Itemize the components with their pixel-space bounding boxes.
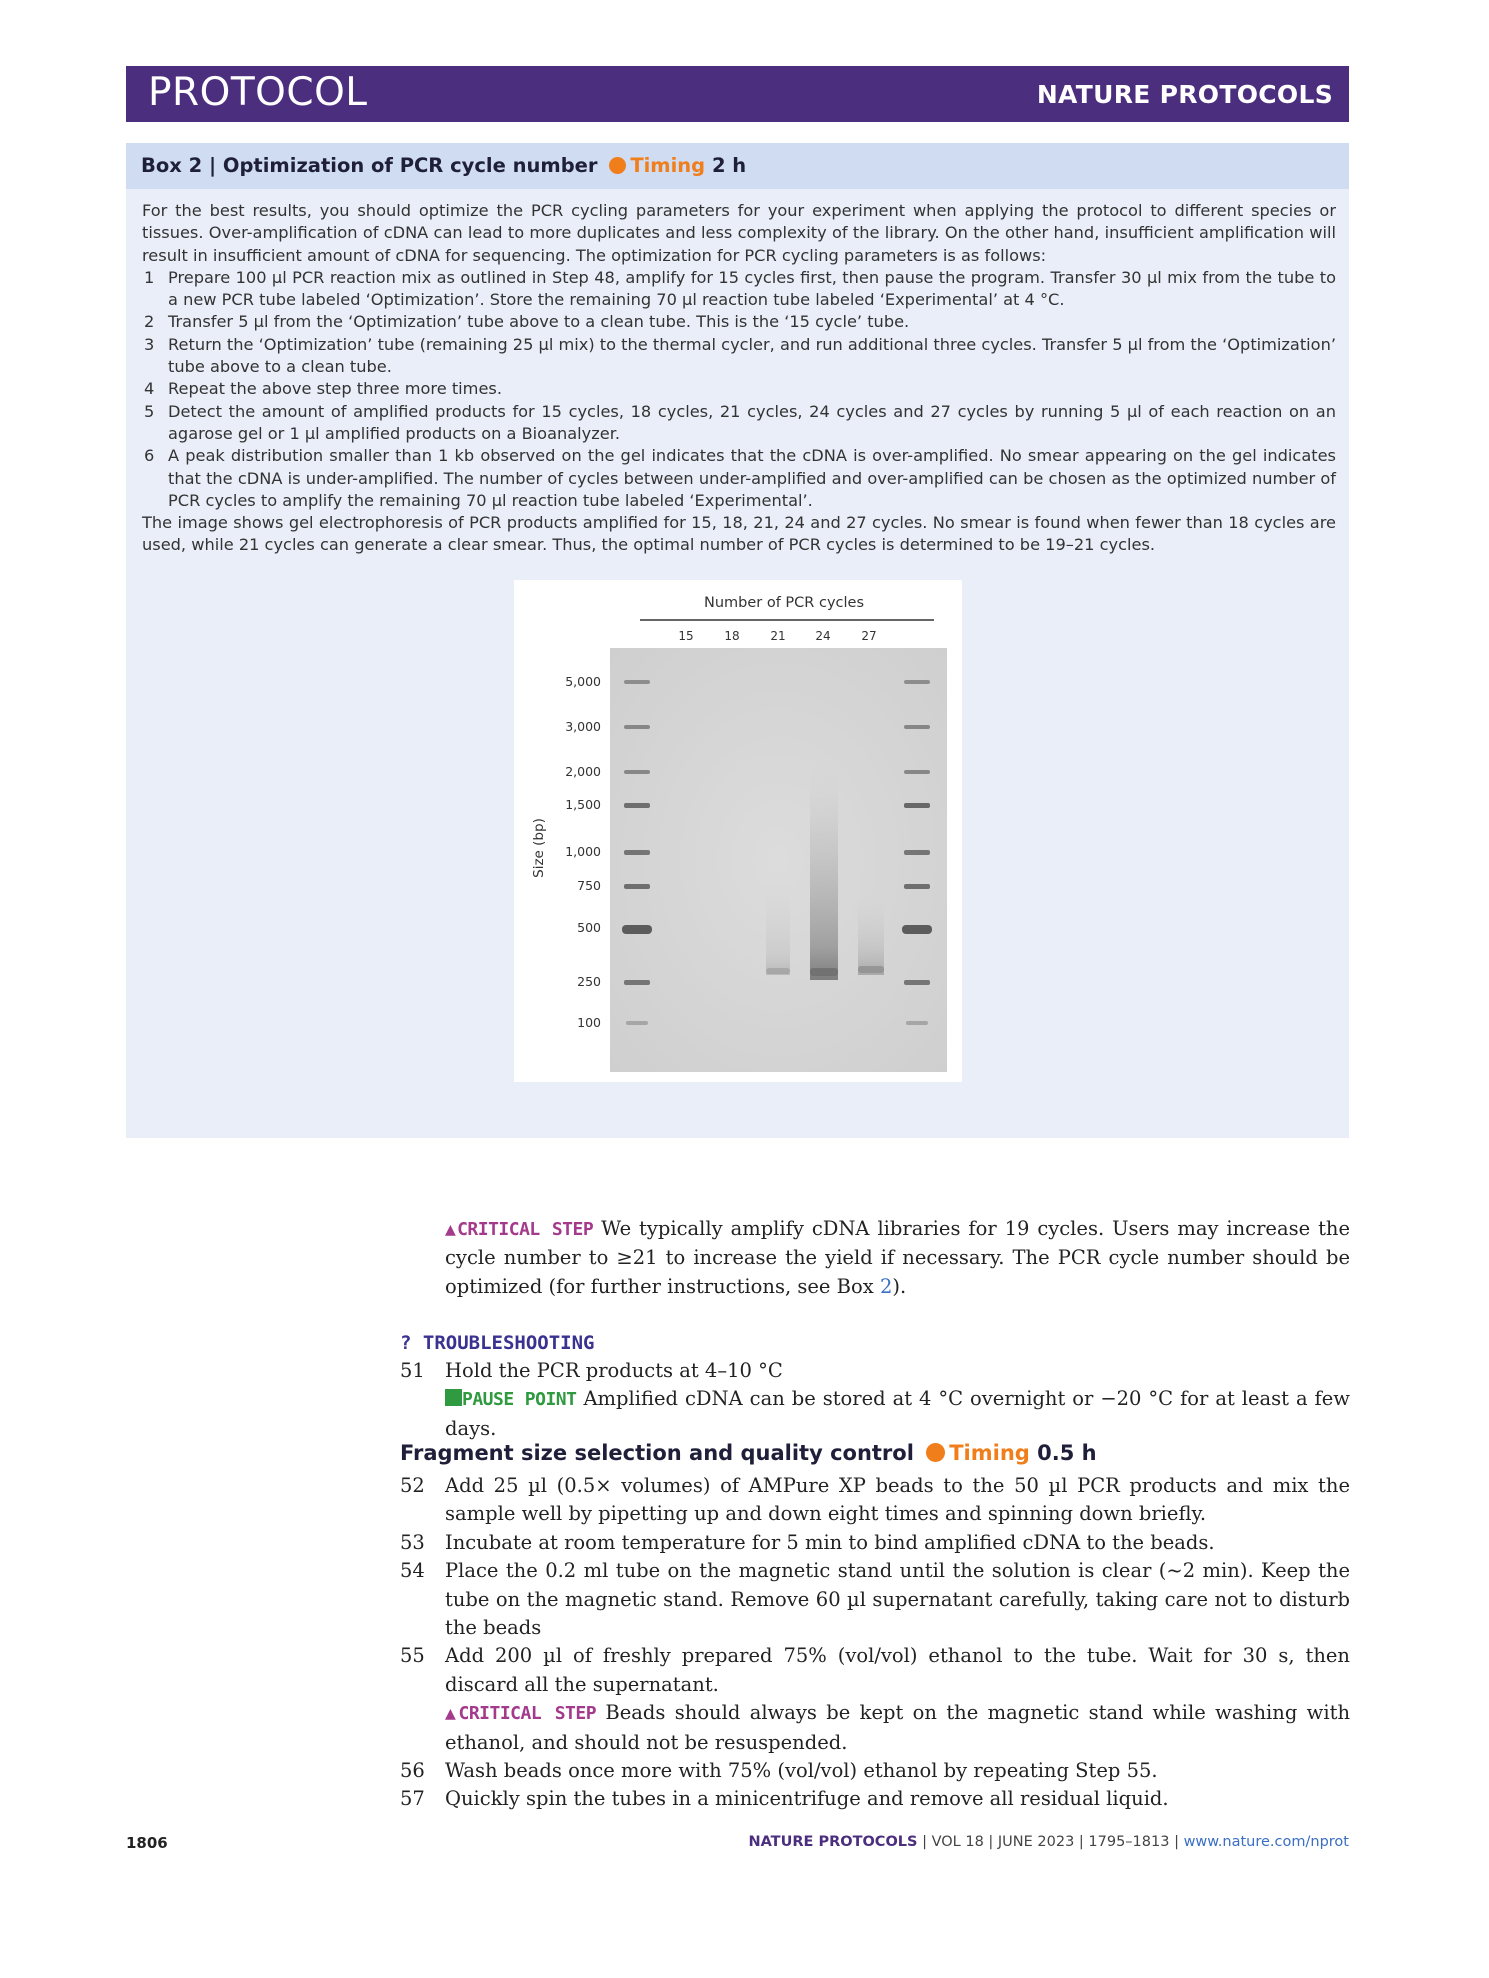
step-51-block [400,1357,1350,1443]
critical-step-label: ▲CRITICAL STEP [445,1703,597,1725]
ladder-size-label: 250 [577,974,601,989]
pause-point-text: Amplified cDNA can be stored at 4 °C overnight or −20 °C for at least a few days. [445,1387,1350,1440]
lane-label: 18 [724,629,740,643]
lane-27-smear [858,890,884,975]
ladder-band [626,1021,648,1025]
ladder-size-label: 100 [577,1015,601,1030]
ladder-size-label: 3,000 [565,719,601,734]
ladder-band [906,1021,928,1025]
lane-label: 27 [861,629,877,643]
gel-background [610,648,947,1072]
box-outro: The image shows gel electrophoresis of PCR products amplified for 15, 18, 21, 24 and 27 cycles. No smear is found when fewer than 18 cycles are used, while 21 cycles can generate a clear smear. Thus, the optimal number of PCR cycles is determined to be 19–21 cycles. [142,513,1336,555]
timing-dot-icon [609,157,626,174]
box-step [142,401,1336,446]
step-text: Hold the PCR products at 4–10 °C [445,1359,783,1382]
protocol-step [400,1357,1350,1385]
lane-24-smear [810,760,838,980]
critical-step-1 [400,1215,1350,1301]
ladder-band [624,884,650,889]
protocol-step [400,1757,1350,1785]
timing-dot-icon [926,1443,945,1462]
step-text: Place the 0.2 ml tube on the magnetic stand until the solution is clear (~2 min). Keep the tube on the magnetic stand. Remove 60 µl supernatant carefully, taking care not to disturb the beads [445,1559,1350,1640]
ladder-band [904,803,930,808]
ladder-band [624,850,650,855]
step-number: 56 [400,1759,425,1783]
box-intro: For the best results, you should optimize the PCR cycling parameters for your experiment when applying the protocol to different species or tissues. Over-amplification of cDNA can lead to more duplicates and less complexity of the library. On the other hand, insufficient amplification will result in insufficient amount of cDNA for sequencing. The optimization for PCR cycling parameters is as follows: [142,201,1336,265]
ladder-size-label: 1,000 [565,844,601,859]
page-number: 1806 [126,1834,168,1852]
lane-label: 21 [770,629,786,643]
box-step-text: Return the ‘Optimization’ tube (remaining 25 µl mix) to the thermal cycler, and run additional three cycles. Transfer 5 µl from the ‘Optimization’ tube above to a clean tube. [168,334,1336,377]
step-text: Add 25 µl (0.5× volumes) of AMPure XP beads to the 50 µl PCR products and mix the sample well by pipetting up and down eight times and spinning down briefly. [445,1474,1350,1526]
box-step [142,378,1336,400]
box-step [142,445,1336,512]
box-step-text: Transfer 5 µl from the ‘Optimization’ tube above to a clean tube. This is the ‘15 cycle’ tube. [168,312,910,332]
ladder-band [904,884,930,889]
critical-step-text: We typically amplify cDNA libraries for 19 cycles. Users may increase the cycle number to ≥21 to increase the yield if necessary. The PCR cycle number should be optimized (for further instructions, see Box [445,1217,1351,1298]
section-title: Fragment size selection and quality control [400,1441,914,1465]
footer-brand: NATURE PROTOCOLS [748,1834,918,1850]
footer-volume: | VOL 18 | JUNE 2023 | 1795–1813 | [917,1834,1184,1850]
ladder-band [902,925,932,934]
box-step-text: Detect the amount of amplified products for 15 cycles, 18 cycles, 21 cycles, 24 cycles and 27 cycles by running 5 µl of each reaction on an agarose gel or 1 µl amplified products on a Bioanalyzer. [168,401,1336,443]
box-timing-value: 2 h [711,154,747,177]
gel-y-axis-label: Size (bp) [531,818,547,878]
critical-step-2 [400,1699,1350,1757]
ladder-band [904,725,930,729]
box-step-number: 5 [144,401,155,421]
header-protocol-label: PROTOCOL [148,70,368,115]
lane-21-band [766,968,790,974]
ladder-band [904,680,930,684]
ladder-band [904,850,930,855]
box-step-text: Prepare 100 µl PCR reaction mix as outlined in Step 48, amplify for 15 cycles first, then pause the program. Transfer 30 µl mix from the tube to a new PCR tube labeled ‘Optimization’. Store the remaining 70 µl reaction tube labeled ‘Experimental’ at 4 °C. [168,267,1336,310]
box-step [142,311,1336,333]
lane-label: 15 [678,629,694,643]
section-heading [400,1441,1097,1465]
troubleshooting-heading[interactable]: ? TROUBLESHOOTING [400,1332,595,1354]
ladder-band [904,770,930,774]
box-2-link[interactable]: 2 [879,1274,893,1298]
ladder-size-label: 500 [577,920,601,935]
step-number: 53 [400,1530,425,1554]
box-step-number: 6 [144,446,155,466]
box-step-text: Repeat the above step three more times. [168,379,502,399]
pause-square-icon [445,1389,462,1406]
ladder-band [622,925,652,934]
step-text: Add 200 µl of freshly prepared 75% (vol/vol) ethanol to the tube. Wait for 30 s, then discard all the supernatant. [445,1644,1350,1696]
lane-24-band [810,968,838,976]
ladder-size-label: 2,000 [565,764,601,779]
protocol-step [400,1529,1350,1557]
ladder-band [624,680,650,684]
critical-step-1-body [400,1215,1350,1301]
protocol-step [400,1557,1350,1642]
lane-21-smear [766,880,790,975]
box-step-text: A peak distribution smaller than 1 kb observed on the gel indicates that the cDNA is over-amplified. No smear appearing on the gel indicates that the cDNA is under-amplified. The number of cycles between under-amplified and over-amplified can be chosen as the optimized number of PCR cycles to amplify the remaining 70 µl reaction tube labeled ‘Experimental’. [168,446,1336,510]
step-number: 57 [400,1787,425,1811]
pause-point-label: PAUSE POINT [462,1389,577,1411]
step-text: Incubate at room temperature for 5 min to bind amplified cDNA to the beads. [445,1530,1215,1554]
protocol-step [400,1642,1350,1699]
gel-electrophoresis-image [514,580,962,1082]
lane-27-band [858,966,884,973]
ladder-band [904,980,930,985]
protocol-step [400,1472,1350,1529]
box-timing-label: Timing [630,154,706,177]
ladder-band [624,770,650,774]
box-title-text: Box 2 | Optimization of PCR cycle number [141,154,598,177]
step-text: Wash beads once more with 75% (vol/vol) ethanol by repeating Step 55. [445,1759,1158,1783]
footer-citation [748,1834,1349,1850]
ladder-band [624,980,650,985]
header-bar [126,66,1349,122]
box-body [142,200,1336,557]
box-title [141,154,746,177]
ladder-size-label: 750 [577,878,601,893]
box-step-number: 4 [144,379,155,399]
ladder-size-label: 5,000 [565,674,601,689]
box-step-number: 3 [144,334,155,354]
box-step [142,267,1336,312]
step-number: 52 [400,1474,425,1497]
ladder-size-label: 1,500 [565,797,601,812]
step-number: 51 [400,1359,425,1382]
box-title-bar [126,143,1349,189]
box-step [142,334,1336,379]
ladder-band [624,803,650,808]
critical-step-text-end: ). [892,1274,907,1298]
steps-52-57 [400,1472,1350,1814]
protocol-step [400,1785,1350,1813]
ladder-band [624,725,650,729]
gel-top-label: Number of PCR cycles [703,595,865,611]
step-number: 55 [400,1644,425,1668]
step-text: Quickly spin the tubes in a minicentrifuge and remove all residual liquid. [445,1787,1169,1811]
critical-step-label: ▲CRITICAL STEP [445,1219,594,1240]
lane-label: 24 [815,629,831,643]
section-timing-value: 0.5 h [1037,1441,1097,1465]
pause-point [400,1385,1350,1443]
gel-figure [514,580,962,1082]
section-timing-label: Timing [949,1441,1030,1465]
box-step-number: 2 [144,312,155,332]
footer-url-link[interactable]: www.nature.com/nprot [1183,1834,1349,1850]
box-step-number: 1 [144,267,155,287]
step-number: 54 [400,1559,425,1583]
header-journal-name: NATURE PROTOCOLS [1036,80,1333,109]
critical-step-text: Beads should always be kept on the magnetic stand while washing with ethanol, and should not be resuspended. [445,1701,1350,1754]
